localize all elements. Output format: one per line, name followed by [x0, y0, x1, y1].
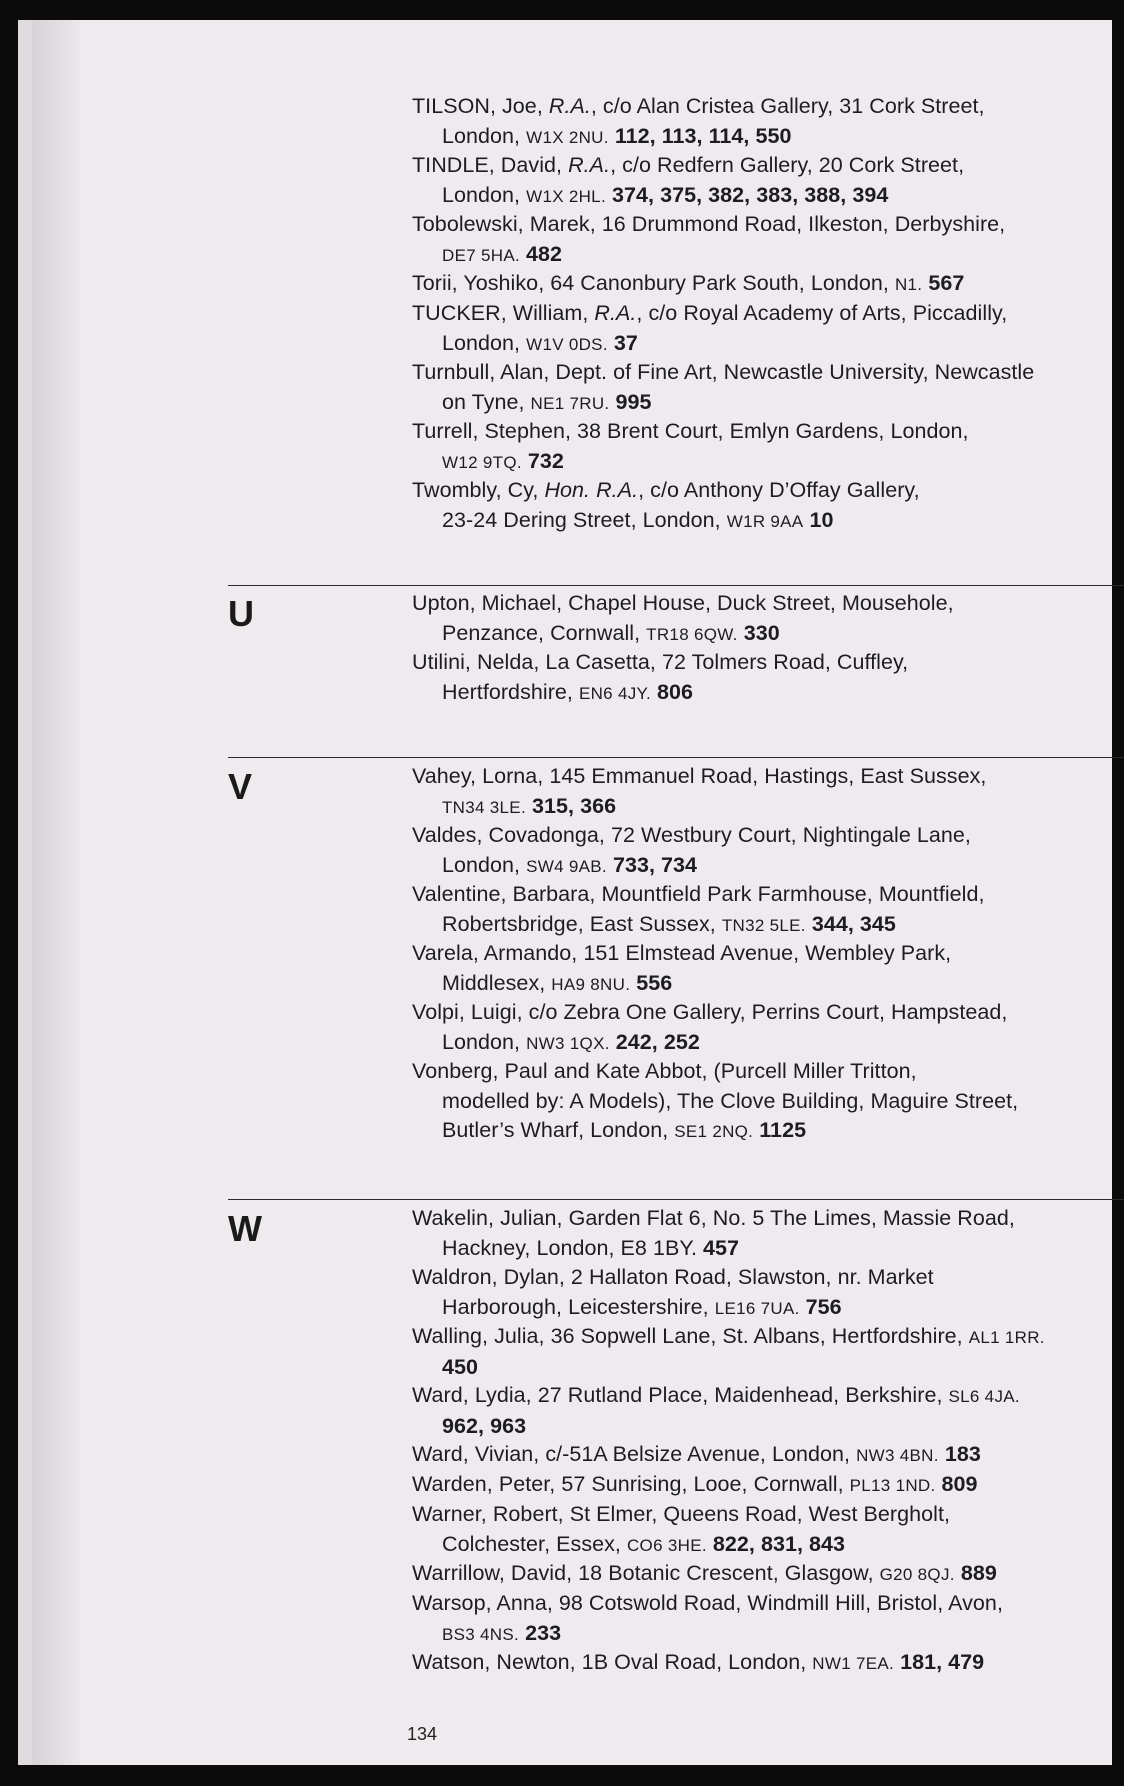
postcode: TR18 6QW.	[646, 624, 738, 644]
entry-text: Valdes, Covadonga, 72 Westbury Court, Nightingale Lane,	[412, 823, 971, 847]
entry-continuation-line	[412, 1619, 1124, 1650]
directory-entry	[412, 210, 1124, 270]
entry-line	[412, 358, 1124, 388]
entry-text: London,	[442, 182, 527, 207]
entry-continuation-line	[412, 240, 1124, 271]
entry-text: London,	[442, 123, 527, 148]
postcode: PL13 1ND.	[849, 1476, 936, 1495]
entry-line	[412, 151, 1124, 181]
postcode: NW3 4BN.	[856, 1446, 939, 1465]
postcode: BS3 4NS.	[442, 1624, 520, 1644]
entry-text: Penzance, Cornwall,	[442, 620, 647, 645]
entry-line	[412, 1204, 1124, 1234]
directory-entry	[412, 151, 1124, 211]
entry-continuation-line	[412, 1353, 1124, 1383]
page-references: 10	[809, 507, 834, 532]
book-page	[18, 20, 1112, 1765]
directory-entry	[412, 358, 1124, 418]
entry-text: Varela, Armando, 151 Elmstead Avenue, Wembley Park,	[412, 941, 952, 965]
entry-line	[412, 1589, 1124, 1619]
page-references: 482	[526, 241, 563, 266]
directory-entry	[412, 476, 1124, 536]
entry-line	[412, 762, 1124, 792]
postcode: W1X 2HL.	[526, 186, 606, 206]
entry-text: TUCKER, William,	[412, 301, 595, 325]
entry-line	[412, 210, 1124, 240]
entry-text: Ward, Lydia, 27 Rutland Place, Maidenhead, Berkshire,	[412, 1383, 949, 1407]
directory-entry	[412, 299, 1124, 359]
entry-text: Wakelin, Julian, Garden Flat 6, No. 5 The Limes, Massie Road,	[412, 1206, 1015, 1230]
entry-continuation-line	[412, 969, 1124, 1000]
entry-continuation-line	[412, 329, 1124, 360]
entry-line	[412, 821, 1124, 851]
directory-entry	[412, 1322, 1124, 1382]
postcode: NW1 7EA.	[812, 1654, 895, 1673]
postcode: EN6 4JY.	[578, 683, 651, 703]
entry-text: Watson, Newton, 1B Oval Road, London,	[412, 1650, 813, 1674]
entry-continuation-line	[412, 122, 1124, 153]
honour-title: R.A.	[548, 94, 591, 118]
postcode: W12 9TQ.	[442, 452, 522, 472]
entry-line	[412, 1559, 1124, 1590]
directory-entry	[412, 417, 1124, 477]
entry-text: Turrell, Stephen, 38 Brent Court, Emlyn Gardens, London,	[412, 419, 969, 443]
entry-continuation-line	[412, 388, 1124, 419]
postcode: W1V 0DS.	[526, 334, 608, 354]
entry-line	[412, 1648, 1124, 1679]
directory-entry	[412, 1470, 1124, 1501]
page-references: 457	[703, 1235, 740, 1260]
entry-line	[412, 648, 1124, 678]
page-references: 809	[941, 1472, 978, 1496]
entry-line	[412, 1381, 1124, 1412]
entry-line	[412, 880, 1124, 910]
entry-text: , c/o Royal Academy of Arts, Piccadilly,	[636, 301, 1008, 325]
entry-line	[412, 1470, 1124, 1501]
directory-entry	[412, 1559, 1124, 1590]
entry-text: Valentine, Barbara, Mountfield Park Farmhouse, Mountfield,	[412, 882, 985, 906]
entry-continuation-line	[412, 447, 1124, 478]
directory-entry	[412, 648, 1124, 708]
entry-text: , c/o Alan Cristea Gallery, 31 Cork Street,	[590, 94, 985, 118]
postcode: W1R 9AA	[726, 511, 804, 531]
section-letter-w: W	[228, 1208, 262, 1249]
entry-text: Waldron, Dylan, 2 Hallaton Road, Slawston, nr. Market	[412, 1265, 934, 1289]
page-references: 567	[928, 271, 965, 295]
entry-continuation-line	[412, 851, 1124, 882]
entry-continuation-line	[412, 1116, 1124, 1147]
entry-text: Warsop, Anna, 98 Cotswold Road, Windmill Hill, Bristol, Avon,	[412, 1591, 1003, 1615]
entry-text: Butler’s Wharf, London,	[442, 1118, 675, 1142]
directory-entry	[412, 1057, 1124, 1147]
entry-text: Walling, Julia, 36 Sopwell Lane, St. Albans, Hertfordshire,	[412, 1324, 969, 1348]
entry-continuation-line	[412, 910, 1124, 941]
postcode: NW3 1QX.	[526, 1033, 610, 1053]
entry-continuation-line	[412, 619, 1124, 650]
entry-text: Twombly, Cy,	[412, 478, 545, 502]
page-references: 330	[743, 620, 780, 645]
entry-text: Ward, Vivian, c/-51A Belsize Avenue, London,	[412, 1442, 857, 1466]
entry-text: Hackney, London, E8 1BY.	[442, 1235, 704, 1260]
entry-text: Warden, Peter, 57 Sunrising, Looe, Cornwall,	[412, 1472, 850, 1496]
entry-text: Vahey, Lorna, 145 Emmanuel Road, Hastings, East Sussex,	[412, 764, 987, 788]
entry-text: Vonberg, Paul and Kate Abbot, (Purcell Miller Tritton,	[412, 1059, 917, 1083]
directory-entry	[412, 269, 1124, 300]
entry-text: , c/o Anthony D’Offay Gallery,	[638, 478, 920, 502]
entry-text: Warner, Robert, St Elmer, Queens Road, West Bergholt,	[412, 1502, 950, 1526]
page-references: 242, 252	[615, 1029, 700, 1054]
honour-title: Hon. R.A.	[544, 478, 639, 502]
entry-line	[412, 1500, 1124, 1530]
page-references: 756	[805, 1294, 842, 1319]
entry-text: Robertsbridge, East Sussex,	[442, 911, 722, 936]
directory-entry	[412, 880, 1124, 940]
directory-entry	[412, 1648, 1124, 1679]
page-references: 1125	[759, 1118, 807, 1142]
postcode: TN34 3LE.	[442, 797, 526, 817]
page-references: 344, 345	[811, 911, 896, 936]
entry-continuation-line	[412, 1087, 1124, 1117]
entry-text: Harborough, Leicestershire,	[442, 1294, 715, 1319]
directory-entry	[412, 939, 1124, 999]
directory-entry	[412, 1204, 1124, 1263]
page-references: 112, 113, 114, 550	[614, 123, 792, 148]
page-references: 962, 963	[442, 1413, 527, 1438]
entry-line	[412, 1322, 1124, 1353]
entry-line	[412, 417, 1124, 447]
entry-text: Hertfordshire,	[442, 679, 579, 704]
entry-continuation-line	[412, 1028, 1124, 1059]
entry-line	[412, 476, 1124, 506]
entry-continuation-line	[412, 1530, 1124, 1561]
section-divider-v	[228, 757, 1124, 758]
entry-line	[412, 1057, 1124, 1087]
entry-text: London,	[442, 852, 527, 877]
entry-continuation-line	[412, 506, 1124, 537]
directory-entry	[412, 589, 1124, 649]
postcode: SL6 4JA.	[948, 1387, 1020, 1406]
page-edge-shadow	[32, 20, 80, 1765]
entry-line	[412, 269, 1124, 300]
entry-line	[412, 1440, 1124, 1471]
page-references: 183	[944, 1442, 981, 1466]
page-references: 556	[636, 970, 673, 995]
entry-continuation-line	[412, 1293, 1124, 1324]
directory-entry	[412, 92, 1124, 152]
directory-entry	[412, 762, 1124, 822]
entry-line	[412, 299, 1124, 329]
entry-text: on Tyne,	[442, 389, 531, 414]
entry-text: Middlesex,	[442, 970, 552, 995]
section-divider-u	[228, 585, 1124, 586]
section-letter-v: V	[228, 766, 253, 807]
directory-entry	[412, 821, 1124, 881]
entry-continuation-line	[412, 1234, 1124, 1264]
entry-continuation-line	[412, 1412, 1124, 1442]
entry-text: TINDLE, David,	[412, 153, 569, 177]
page-references: 181, 479	[900, 1650, 985, 1674]
postcode: SE1 2NQ.	[674, 1122, 754, 1141]
directory-entry	[412, 998, 1124, 1058]
entry-line	[412, 92, 1124, 122]
postcode: HA9 8NU.	[551, 974, 631, 994]
page-references: 315, 366	[532, 793, 617, 818]
entry-line	[412, 1263, 1124, 1293]
page-references: 995	[615, 389, 652, 414]
entry-text: modelled by: A Models), The Clove Building, Maguire Street,	[442, 1088, 1019, 1113]
page-references: 806	[657, 679, 694, 704]
postcode: SW4 9AB.	[526, 856, 607, 876]
entry-text: Tobolewski, Marek, 16 Drummond Road, Ilkeston, Derbyshire,	[412, 212, 1006, 236]
entry-text: Torii, Yoshiko, 64 Canonbury Park South, London,	[412, 271, 895, 295]
postcode: N1.	[894, 275, 923, 294]
entry-continuation-line	[412, 792, 1124, 823]
entry-text: London,	[442, 330, 527, 355]
page-references: 233	[525, 1620, 562, 1645]
section-divider-w	[228, 1199, 1124, 1200]
entry-text: TILSON, Joe,	[412, 94, 549, 118]
entry-text: Volpi, Luigi, c/o Zebra One Gallery, Perrins Court, Hampstead,	[412, 1000, 1008, 1024]
entry-line	[412, 998, 1124, 1028]
directory-entry	[412, 1440, 1124, 1471]
entry-continuation-line	[412, 181, 1124, 212]
entry-text: Warrillow, David, 18 Botanic Crescent, Glasgow,	[412, 1561, 880, 1585]
postcode: CO6 3HE.	[626, 1535, 707, 1555]
honour-title: R.A.	[594, 301, 637, 325]
postcode: W1X 2NU.	[526, 127, 609, 147]
entry-text: , c/o Redfern Gallery, 20 Cork Street,	[610, 153, 965, 177]
page-references: 889	[960, 1561, 997, 1585]
entry-text: Utilini, Nelda, La Casetta, 72 Tolmers Road, Cuffley,	[412, 650, 909, 674]
page-references: 732	[527, 448, 564, 473]
entry-text: Turnbull, Alan, Dept. of Fine Art, Newcastle University, Newcastle	[412, 360, 1035, 384]
directory-entry	[412, 1500, 1124, 1560]
entry-text: 23-24 Dering Street, London,	[442, 507, 727, 532]
honour-title: R.A.	[568, 153, 611, 177]
entry-text: London,	[442, 1029, 527, 1054]
page-references: 822, 831, 843	[712, 1531, 846, 1556]
page-number: 134	[407, 1724, 438, 1744]
section-letter-u: U	[228, 593, 254, 634]
entry-line	[412, 939, 1124, 969]
postcode: G20 8QJ.	[879, 1565, 955, 1584]
entry-text: Upton, Michael, Chapel House, Duck Street, Mousehole,	[412, 591, 954, 615]
postcode: TN32 5LE.	[721, 915, 806, 935]
directory-entry	[412, 1589, 1124, 1649]
page-references: 37	[613, 330, 638, 355]
page-references: 374, 375, 382, 383, 388, 394	[612, 182, 889, 207]
postcode: LE16 7UA.	[714, 1298, 800, 1318]
directory-entry	[412, 1381, 1124, 1441]
entry-continuation-line	[412, 678, 1124, 709]
directory-entry	[412, 1263, 1124, 1323]
page-references: 450	[442, 1354, 479, 1379]
page-references: 733, 734	[612, 852, 698, 877]
postcode: AL1 1RR.	[968, 1328, 1045, 1347]
entry-text: Colchester, Essex,	[442, 1531, 627, 1556]
entry-line	[412, 589, 1124, 619]
postcode: NE1 7RU.	[530, 393, 610, 413]
postcode: DE7 5HA.	[442, 245, 520, 265]
